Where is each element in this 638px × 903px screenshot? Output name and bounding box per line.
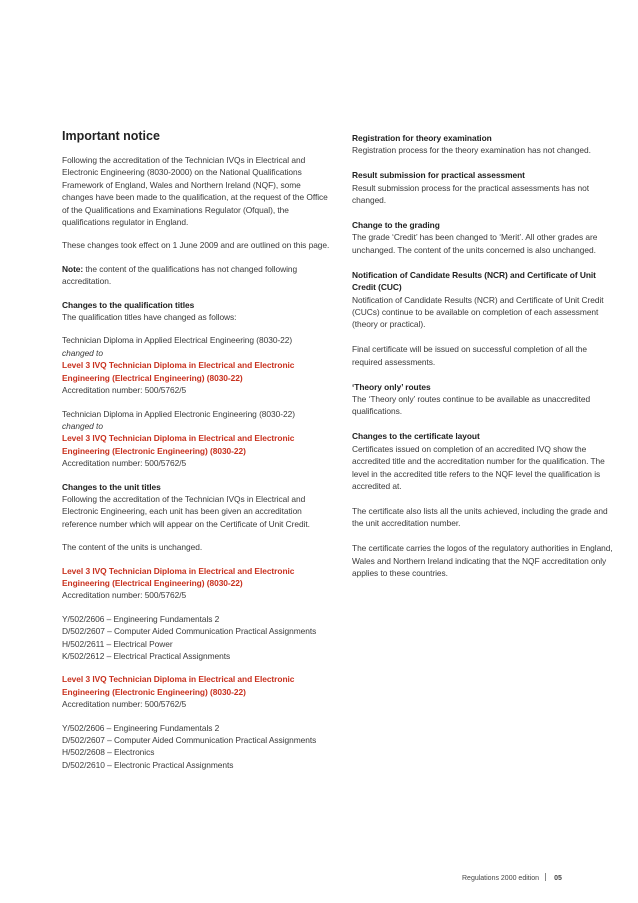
unit-item: D/502/2607 – Computer Aided Communication Practical Assignments bbox=[62, 735, 317, 746]
qualification-change-1 bbox=[62, 334, 330, 396]
result-section bbox=[352, 169, 614, 206]
grading-text: The grade ‘Credit’ has been changed to ‘Merit’. All other grades are unchanged. The content of the units concerned is also unchanged. bbox=[352, 232, 598, 255]
unit-list-electronic bbox=[62, 722, 330, 772]
theory-section bbox=[352, 381, 614, 418]
new-title: Level 3 IVQ Technician Diploma in Electrical and Electronic Engineering (Electrical Engineering) (8030-22) bbox=[62, 360, 295, 383]
footer-divider bbox=[545, 873, 546, 881]
certificate-text: Certificates issued on completion of an accredited IVQ show the accredited title and the accreditation number for the qualification. The level in the accredited title refers to the NQF level the qualification is accredited at. bbox=[352, 443, 605, 491]
accreditation-number: Accreditation number: 500/5762/5 bbox=[62, 699, 187, 710]
left-column bbox=[62, 128, 330, 782]
changed-to-label: changed to bbox=[62, 420, 103, 431]
unit-item: H/502/2611 – Electrical Power bbox=[62, 638, 173, 649]
note-label: Note: bbox=[62, 263, 84, 274]
units-unchanged: The content of the units is unchanged. bbox=[62, 542, 203, 553]
grading-heading: Change to the grading bbox=[352, 220, 440, 231]
unit-list-electrical bbox=[62, 613, 330, 663]
right-column bbox=[352, 132, 614, 592]
effective-paragraph: These changes took effect on 1 June 2009 and are outlined on this page. bbox=[62, 240, 330, 251]
old-title: Technician Diploma in Applied Electronic Engineering (8030-22) bbox=[62, 408, 295, 419]
old-title: Technician Diploma in Applied Electrical Engineering (8030-22) bbox=[62, 335, 293, 346]
accreditation-number: Accreditation number: 500/5762/5 bbox=[62, 590, 187, 601]
certificate-section bbox=[352, 430, 614, 492]
certificate-heading: Changes to the certificate layout bbox=[352, 431, 480, 442]
registration-text: Registration process for the theory examination has not changed. bbox=[352, 145, 591, 156]
qualification-block-electronic bbox=[62, 673, 330, 710]
ncr-heading: Notification of Candidate Results (NCR) and Certificate of Unit Credit (CUC) bbox=[352, 269, 596, 293]
titles-section bbox=[62, 299, 330, 324]
ncr-text: Notification of Candidate Results (NCR) and Certificate of Unit Credit (CUCs) continue to be available on completion of each assessment (theory or practical). bbox=[352, 294, 604, 330]
result-text: Result submission process for the practical assessments has not changed. bbox=[352, 182, 590, 206]
unit-item: D/502/2610 – Electronic Practical Assignments bbox=[62, 759, 234, 770]
theory-text: The ‘Theory only’ routes continue to be available as unaccredited qualifications. bbox=[352, 394, 591, 417]
edition-label: Regulations 2000 edition bbox=[462, 875, 540, 882]
theory-heading: ‘Theory only’ routes bbox=[352, 381, 431, 392]
accreditation-number: Accreditation number: 500/5762/5 bbox=[62, 458, 187, 469]
qualification-change-2 bbox=[62, 408, 330, 470]
registration-section bbox=[352, 132, 614, 157]
unit-item: K/502/2612 – Electrical Practical Assignments bbox=[62, 651, 231, 661]
changed-to-label: changed to bbox=[62, 347, 103, 358]
logos-text: The certificate carries the logos of the regulatory authorities in England, Wales and Northern Ireland indicating that the NQF accreditation only applies to these countries. bbox=[352, 543, 613, 578]
certificate-units-text: The certificate also lists all the units achieved, including the grade and the unit accreditation number. bbox=[352, 505, 608, 529]
unit-item: Y/502/2606 – Engineering Fundamentals 2 bbox=[62, 722, 220, 733]
qualification-block-electrical bbox=[62, 565, 330, 602]
new-title: Level 3 IVQ Technician Diploma in Electrical and Electronic Engineering (Electronic Engineering) (8030-22) bbox=[62, 433, 295, 456]
registration-heading: Registration for theory examination bbox=[352, 133, 492, 143]
intro-paragraph: Following the accreditation of the Technician IVQs in Electrical and Electronic Engineering (8030-2000) on the National Qualifications Framework of England, Wales and Northern Ireland (NQF), some changes have been made to the qualification, at the request of the Office of the Qualifications and Examinations Regulator (Ofqual), the qualifications regulator in England. bbox=[62, 155, 328, 228]
ncr-section bbox=[352, 269, 614, 331]
grading-section bbox=[352, 219, 614, 256]
result-heading: Result submission for practical assessment bbox=[352, 170, 525, 181]
page-title: Important notice bbox=[62, 129, 160, 143]
units-heading: Changes to the unit titles bbox=[62, 481, 161, 492]
accreditation-number: Accreditation number: 500/5762/5 bbox=[62, 385, 187, 396]
unit-item: Y/502/2606 – Engineering Fundamentals 2 bbox=[62, 613, 220, 624]
qualification-title: Level 3 IVQ Technician Diploma in Electrical and Electronic Engineering (Electrical Engineering) (8030-22) bbox=[62, 565, 295, 588]
unit-item: H/502/2608 – Electronics bbox=[62, 747, 155, 758]
titles-heading: Changes to the qualification titles bbox=[62, 299, 195, 310]
unit-item: D/502/2607 – Computer Aided Communication Practical Assignments bbox=[62, 626, 317, 637]
qualification-title: Level 3 IVQ Technician Diploma in Electrical and Electronic Engineering (Electronic Engineering) (8030-22) bbox=[62, 674, 295, 697]
note-text: the content of the qualifications has not changed following accreditation. bbox=[62, 263, 298, 287]
units-text: Following the accreditation of the Technician IVQs in Electrical and Electronic Engineering, each unit has been given an accreditation reference number which will appear on the Certificate of Unit Credit. bbox=[62, 493, 310, 529]
titles-text: The qualification titles have changed as follows: bbox=[62, 312, 237, 323]
units-section bbox=[62, 481, 330, 531]
note-paragraph bbox=[62, 263, 330, 288]
final-certificate-text: Final certificate will be issued on successful completion of all the required assessments. bbox=[352, 344, 587, 367]
page-number: 05 bbox=[554, 875, 562, 882]
page-footer bbox=[462, 873, 622, 882]
